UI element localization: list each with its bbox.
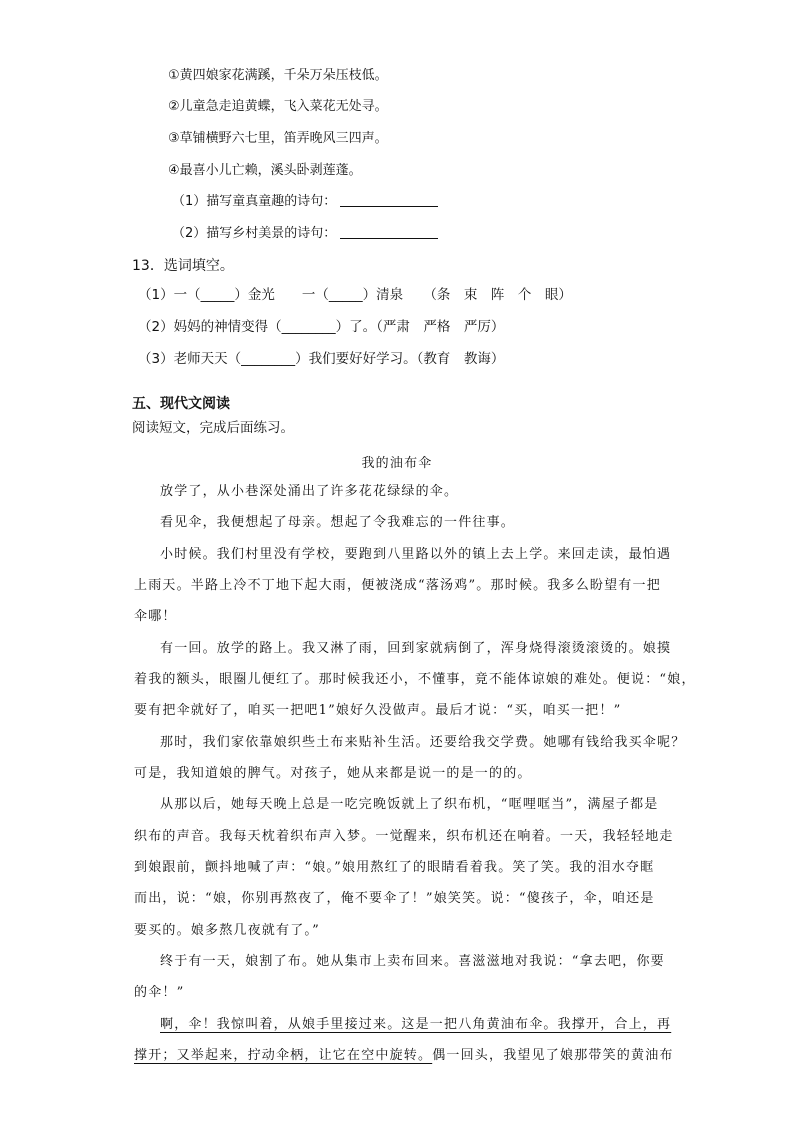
q13-item-3: （3）老师天天（________）我们要好好学习。（教育 教诲） xyxy=(138,351,505,367)
story-line: 终于有一天，娘割了布。她从集市上卖布回来。喜滋滋地对我说：“拿去吧，你要 xyxy=(160,954,665,969)
story-line: 要有把伞就好了，咱买一把吧1”娘好久没做声。最后才说：“买，咱买一把！” xyxy=(134,703,622,718)
story-line-underlined xyxy=(134,1048,674,1064)
underlined-segment: 撑开；又举起来，拧动伞柄，让它在空中旋转。 xyxy=(134,1048,433,1063)
poem-2: ②儿童急走追黄蝶，飞入菜花无处寻。 xyxy=(168,99,388,114)
story-line: 而出，说：“娘，你别再熬夜了，俺不要伞了！”娘笑笑。说：“傻孩子，伞，咱还是 xyxy=(134,891,655,906)
story-line: 上雨天。半路上冷不丁地下起大雨，便被浇成“落汤鸡”。那时候。我多么盼望有一把 xyxy=(134,578,661,593)
section-heading: 五、现代文阅读 xyxy=(132,396,230,412)
section-instruction: 阅读短文，完成后面练习。 xyxy=(132,420,294,436)
q13-item-2: （2）妈妈的神情变得（________）了。（严肃 严格 严厉） xyxy=(138,319,505,335)
q13-title: 13．选词填空。 xyxy=(132,258,234,274)
poem-question-1 xyxy=(172,194,438,210)
story-line: 要买的。娘多熬几夜就有了。” xyxy=(134,923,320,938)
story-line: 的伞！” xyxy=(134,985,185,1000)
story-line: 小时候。我们村里没有学校，要跑到八里路以外的镇上去上学。来回走读，最怕遇 xyxy=(160,547,672,562)
poem-4: ④最喜小儿亡赖，溪头卧剥莲蓬。 xyxy=(168,163,362,178)
story-line: 可是，我知道娘的脾气。对孩子，她从来都是说一的是一的的。 xyxy=(134,766,532,781)
poem-question-2 xyxy=(172,226,438,242)
poem-1: ①黄四娘家花满蹊，千朵万朵压枝低。 xyxy=(168,68,388,83)
story-line: 到娘跟前，颤抖地喊了声：“娘。”娘用熬红了的眼睛看着我。笑了笑。我的泪水夺眶 xyxy=(134,860,655,875)
poem-question-1-label: （1）描写童真童趣的诗句： xyxy=(172,194,337,209)
story-line: 着我的额头，眼圈儿便红了。那时候我还小，不懂事，竟不能体谅娘的难处。便说：“娘， xyxy=(134,672,696,687)
story-line: 看见伞，我便想起了母亲。想起了令我难忘的一件往事。 xyxy=(160,515,516,530)
story-title: 我的油布伞 xyxy=(361,456,433,471)
answer-blank[interactable] xyxy=(340,194,438,207)
story-line: 有一回。放学的路上。我又淋了雨，回到家就病倒了，浑身烧得滚烫滚烫的。娘摸 xyxy=(160,641,672,656)
story-line: 那时，我们家依靠娘织些土布来贴补生活。还要给我交学费。她哪有钱给我买伞呢？ xyxy=(160,735,686,750)
story-line: 放学了，从小巷深处涌出了许多花花绿绿的伞。 xyxy=(160,484,459,499)
story-line: 从那以后，她每天晚上总是一吃完晚饭就上了织布机，“哐哩哐当”，满屋子都是 xyxy=(160,797,659,812)
q13-item-1: （1）一（_____）金光 一（_____）清泉 （条 束 阵 个 眼） xyxy=(138,287,572,303)
story-line: 伞哪！ xyxy=(134,609,177,624)
answer-blank[interactable] xyxy=(340,226,438,239)
story-line: 织布的声音。我每天枕着织布声入梦。一觉醒来，织布机还在响着。一天，我轻轻地走 xyxy=(134,829,674,844)
poem-3: ③草铺横野六七里，笛弄晚风三四声。 xyxy=(168,131,388,146)
plain-segment: 偶一回头，我望见了娘那带笑的黄油布 xyxy=(432,1048,674,1063)
story-line-underlined: 啊，伞！我惊叫着，从娘手里接过来。这是一把八角黄油布伞。我撑开，合上，再 xyxy=(160,1017,672,1032)
poem-question-2-label: （2）描写乡村美景的诗句： xyxy=(172,226,337,241)
